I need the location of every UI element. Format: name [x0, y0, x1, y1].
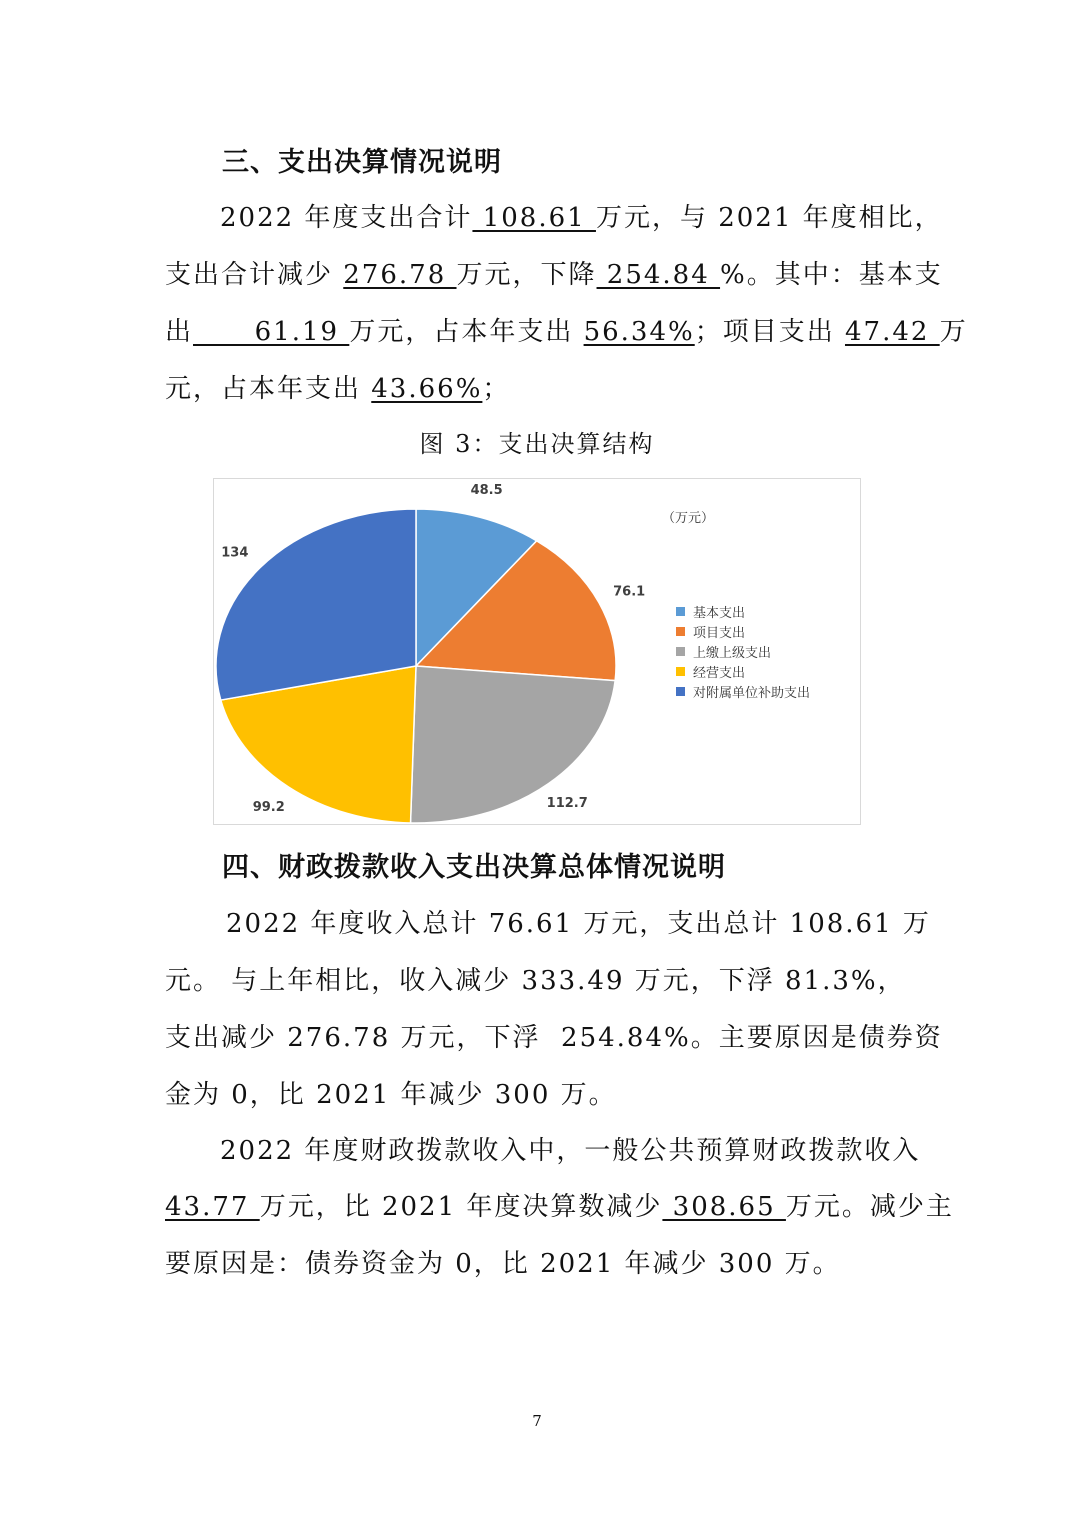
underlined-value: 47.42 [844, 317, 940, 347]
underlined-value: 308.65 [662, 1192, 786, 1222]
text-segment: 万 [939, 317, 968, 347]
legend-swatch [676, 667, 685, 676]
figure-caption: 图 3：支出决算结构 [419, 430, 655, 458]
text-segment: 出 [165, 317, 194, 347]
text-segment: 万元。减少主 [785, 1192, 954, 1222]
section-4-line-6 [165, 1186, 954, 1223]
legend-item [676, 641, 810, 661]
section-3-line-2 [165, 254, 943, 291]
legend-item [676, 601, 810, 621]
legend-swatch [676, 627, 685, 636]
section-4-line-2 [165, 960, 906, 997]
chart-legend [676, 601, 810, 701]
section-4-line-3 [165, 1017, 943, 1054]
chart-unit-label: （万元） [662, 511, 715, 526]
page-number: 7 [532, 1412, 542, 1430]
pie-data-label-1: 76.1 [613, 584, 646, 600]
pie-chart [213, 478, 861, 825]
legend-label: 经营支出 [693, 665, 746, 681]
text-segment: 2022 年度财政拨款收入中，一般公共预算财政拨款收入 [220, 1136, 921, 1166]
legend-swatch [676, 647, 685, 656]
text-segment: 2022 年度支出合计 [220, 203, 473, 233]
legend-label: 上缴上级支出 [693, 645, 772, 661]
legend-item [676, 681, 810, 701]
section-3-line-3 [165, 311, 968, 348]
text-segment: 要原因是：债券资金为 0，比 2021 年减少 300 万。 [165, 1249, 841, 1279]
underlined-value: 108.61 [472, 203, 596, 233]
text-segment: ；项目支出 [694, 317, 845, 347]
legend-swatch [676, 687, 685, 696]
legend-label: 对附属单位补助支出 [693, 685, 811, 701]
underlined-value: 276.78 [343, 260, 457, 290]
underlined-value: 43.66% [371, 374, 483, 404]
section-3-line-1 [220, 197, 943, 234]
pie-data-label-4: 134 [221, 545, 249, 561]
legend-item [676, 621, 810, 641]
text-segment: 支出合计减少 [165, 260, 344, 290]
text-segment: 金为 0，比 2021 年减少 300 万。 [165, 1080, 617, 1110]
text-segment: 万元，比 2021 年度决算数减少 [259, 1192, 663, 1222]
underlined-value: 43.77 [165, 1192, 260, 1222]
pie-slice-4 [216, 509, 416, 700]
text-segment: 万元，占本年支出 [349, 317, 584, 347]
section-4-line-1 [226, 903, 931, 940]
legend-swatch [676, 607, 685, 616]
text-segment: 元，占本年支出 [165, 374, 372, 404]
pie-data-label-3: 99.2 [252, 799, 285, 815]
section-4-line-7 [165, 1243, 841, 1280]
legend-label: 项目支出 [693, 625, 746, 641]
text-segment: 万元，下降 [456, 260, 597, 290]
pie-data-label-0: 48.5 [470, 483, 503, 499]
underlined-value: 61.19 [193, 317, 350, 347]
section-4-line-4 [165, 1074, 617, 1111]
text-segment: 万元，与 2021 年度相比， [595, 203, 943, 233]
underlined-value: 56.34% [583, 317, 695, 347]
section-4-heading: 四、财政拨款收入支出决算总体情况说明 [222, 852, 726, 883]
section-4-line-5 [220, 1130, 920, 1167]
text-segment: 2022 年度收入总计 76.61 万元，支出总计 108.61 万 [226, 909, 931, 939]
legend-label: 基本支出 [693, 605, 746, 621]
text-segment: ； [482, 374, 511, 404]
underlined-value: 254.84 [596, 260, 721, 290]
text-segment: 元。 与上年相比，收入减少 333.49 万元，下浮 81.3%， [165, 966, 906, 996]
text-segment: 支出减少 276.78 万元，下浮 254.84%。主要原因是债券资 [165, 1023, 943, 1053]
text-segment: %。其中：基本支 [720, 260, 943, 290]
legend-item [676, 661, 810, 681]
section-3-heading: 三、支出决算情况说明 [222, 147, 502, 178]
section-3-line-4 [165, 368, 510, 405]
pie-data-label-2: 112.7 [546, 795, 588, 811]
